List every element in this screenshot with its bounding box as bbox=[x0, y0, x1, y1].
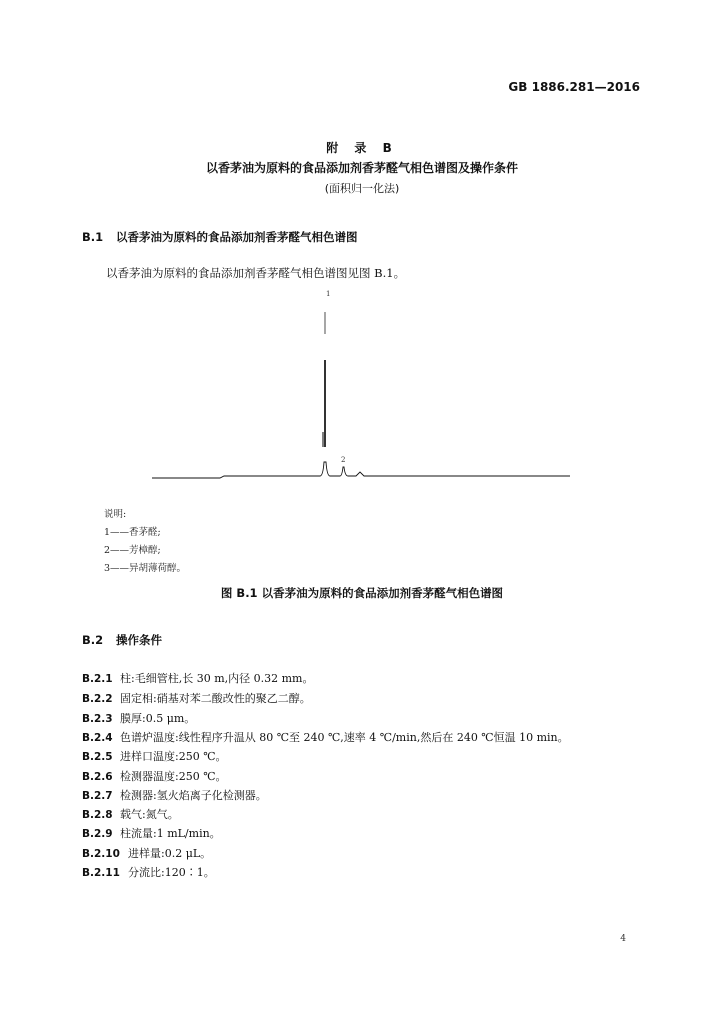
condition-row: B.2.1 柱:毛细管柱,长 30 m,内径 0.32 mm。 bbox=[82, 672, 314, 685]
peak-2-label: 2 bbox=[341, 456, 346, 464]
section-b1-title: 以香茅油为原料的食品添加剂香茅醛气相色谱图 bbox=[116, 230, 358, 244]
condition-row: B.2.4 色谱炉温度:线性程序升温从 80 ℃至 240 ℃,速率 4 ℃/min,然后在 240 ℃恒温 10 min。 bbox=[82, 731, 569, 744]
legend-item: 3——异胡薄荷醇。 bbox=[104, 563, 187, 574]
annex-subtitle: (面积归一化法) bbox=[324, 182, 400, 195]
peak-1-label: 1 bbox=[326, 290, 331, 298]
condition-row: B.2.2 固定相:硝基对苯二酸改性的聚乙二醇。 bbox=[82, 692, 311, 705]
figure-caption: 图 B.1 以香茅油为原料的食品添加剂香茅醛气相色谱图 bbox=[220, 586, 504, 600]
page-number: 4 bbox=[620, 934, 626, 944]
section-b1-heading bbox=[82, 229, 358, 245]
legend-item: 1——香茅醛; bbox=[104, 527, 161, 538]
baseline bbox=[152, 462, 570, 478]
annex-label: 附 录 B bbox=[326, 141, 398, 155]
condition-row: B.2.10 进样量:0.2 μL。 bbox=[82, 847, 212, 860]
condition-row: B.2.5 进样口温度:250 ℃。 bbox=[82, 750, 227, 763]
condition-row: B.2.3 膜厚:0.5 μm。 bbox=[82, 712, 196, 725]
section-b2-heading bbox=[82, 632, 162, 648]
section-b1-paragraph: 以香茅油为原料的食品添加剂香茅醛气相色谱图见图 B.1。 bbox=[106, 266, 406, 280]
section-b1-number: B.1 bbox=[82, 230, 104, 244]
condition-row: B.2.7 检测器:氢火焰离子化检测器。 bbox=[82, 789, 267, 802]
standard-code: GB 1886.281—2016 bbox=[508, 80, 640, 94]
legend-title: 说明: bbox=[104, 509, 127, 520]
condition-row: B.2.6 检测器温度:250 ℃。 bbox=[82, 770, 227, 783]
annex-title: 以香茅油为原料的食品添加剂香茅醛气相色谱图及操作条件 bbox=[205, 161, 518, 175]
section-b2-number: B.2 bbox=[82, 633, 104, 647]
condition-row: B.2.9 柱流量:1 mL/min。 bbox=[82, 827, 221, 840]
chromatogram bbox=[140, 282, 580, 488]
condition-row: B.2.11 分流比:120∶1。 bbox=[82, 866, 215, 879]
condition-row: B.2.8 载气:氮气。 bbox=[82, 808, 179, 821]
legend-item: 2——芳樟醇; bbox=[104, 545, 161, 556]
section-b2-title: 操作条件 bbox=[116, 633, 162, 647]
